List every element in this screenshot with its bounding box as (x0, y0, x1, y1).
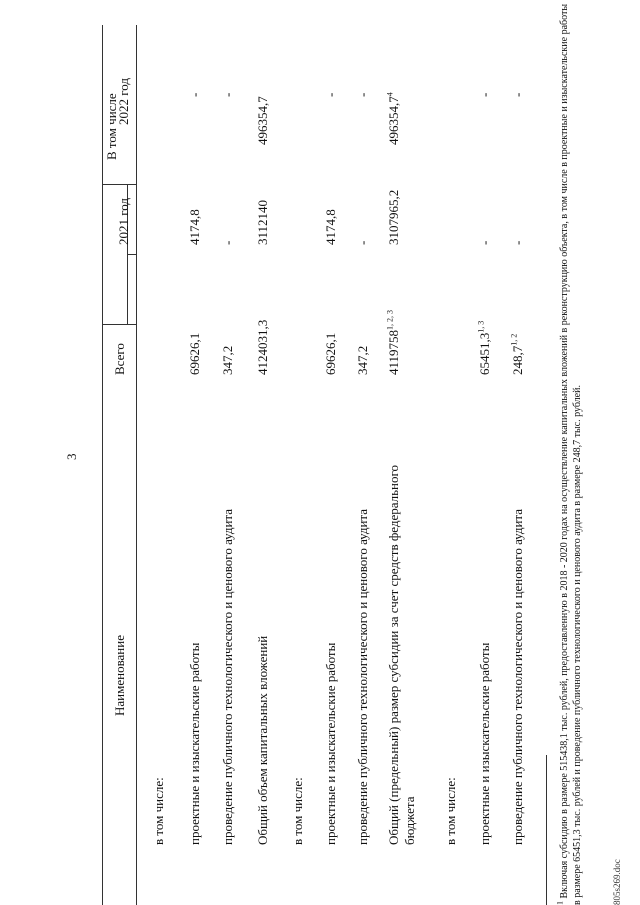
col-divider-total (102, 324, 136, 325)
row-7-2022: 496354,7$^4$ (385, 92, 401, 145)
table-top-rule (102, 25, 103, 905)
footnote (555, 0, 584, 905)
row-7-2021: 3107965,2 (386, 189, 401, 245)
row-3-2021: 3112140 (255, 199, 270, 245)
col-divider-including (102, 184, 136, 185)
row-10-name: проведение публичного технологического и ценового аудита (510, 508, 525, 845)
row-6-2022: - (355, 92, 370, 97)
document-filename: 805s269.doc (612, 859, 622, 905)
row-7-name: Общий (предельный) размер субсидии за счет средств федерального бюджета (386, 464, 417, 845)
row-4-name: в том числе: (290, 777, 305, 845)
row-5-2021: 4174,8 (323, 209, 338, 245)
row-9-total: 65451,3$^{1, 3}$ (476, 320, 492, 375)
row-9-2021: - (477, 240, 492, 245)
row-1-name: проектные и изыскательские работы (187, 642, 202, 845)
row-6-2021: - (355, 240, 370, 245)
row-7-total: 4119758$^{1, 2, 3}$ (385, 309, 401, 375)
row-2-name: проведение публичного технологического и ценового аудита (220, 508, 235, 845)
row-3-total: 4124031,3 (255, 319, 270, 375)
row-5-2022: - (323, 92, 338, 97)
row-5-name: проектные и изыскательские работы (323, 642, 338, 845)
col-divider-years (127, 254, 136, 255)
row-9-name: проектные и изыскательские работы (477, 642, 492, 845)
row-3-name: Общий объем капитальных вложений (255, 635, 270, 845)
row-9-2022: - (477, 92, 492, 97)
footnote-separator (546, 755, 547, 905)
footnote-text: Включая субсидию в размере 515438,1 тыс. рублей, предоставленную в 2018 - 2020 годах на осуществление капитальных вложений в реконструкцию объекта, в том числе в проектные и изыскательские работы в размере 65451,3 тыс. рублей и проведение публичного технологического и ценового аудита в размере 248,7 тыс. рублей. (559, 3, 583, 905)
row-5-total: 69626,1 (323, 332, 338, 375)
row-10-2021: - (510, 240, 525, 245)
header-year-2021: 2021 год (116, 198, 131, 245)
row-2-2021: - (220, 240, 235, 245)
row-3-2022: 496354,7 (255, 96, 270, 145)
page-number: 3 (64, 453, 79, 460)
header-name: Наименование (112, 635, 127, 716)
header-bottom-rule (136, 25, 137, 905)
footnote-mark: 1 (555, 901, 565, 905)
row-2-total: 347,2 (220, 345, 235, 375)
row-6-total: 347,2 (355, 345, 370, 375)
row-10-total: 248,7$^{1, 2}$ (509, 333, 525, 375)
header-total: Всего (112, 343, 127, 375)
header-year-2022: 2022 год (116, 78, 131, 125)
row-10-2022: - (510, 92, 525, 97)
row-6-name: проведение публичного технологического и ценового аудита (355, 508, 370, 845)
row-1-2021: 4174,8 (187, 209, 202, 245)
row-1-total: 69626,1 (187, 332, 202, 375)
header-including: В том числе (104, 93, 119, 160)
row-8-name: в том числе: (443, 777, 458, 845)
row-2-2022: - (220, 92, 235, 97)
row-0-name: в том числе: (151, 777, 166, 845)
row-1-2022: - (187, 92, 202, 97)
